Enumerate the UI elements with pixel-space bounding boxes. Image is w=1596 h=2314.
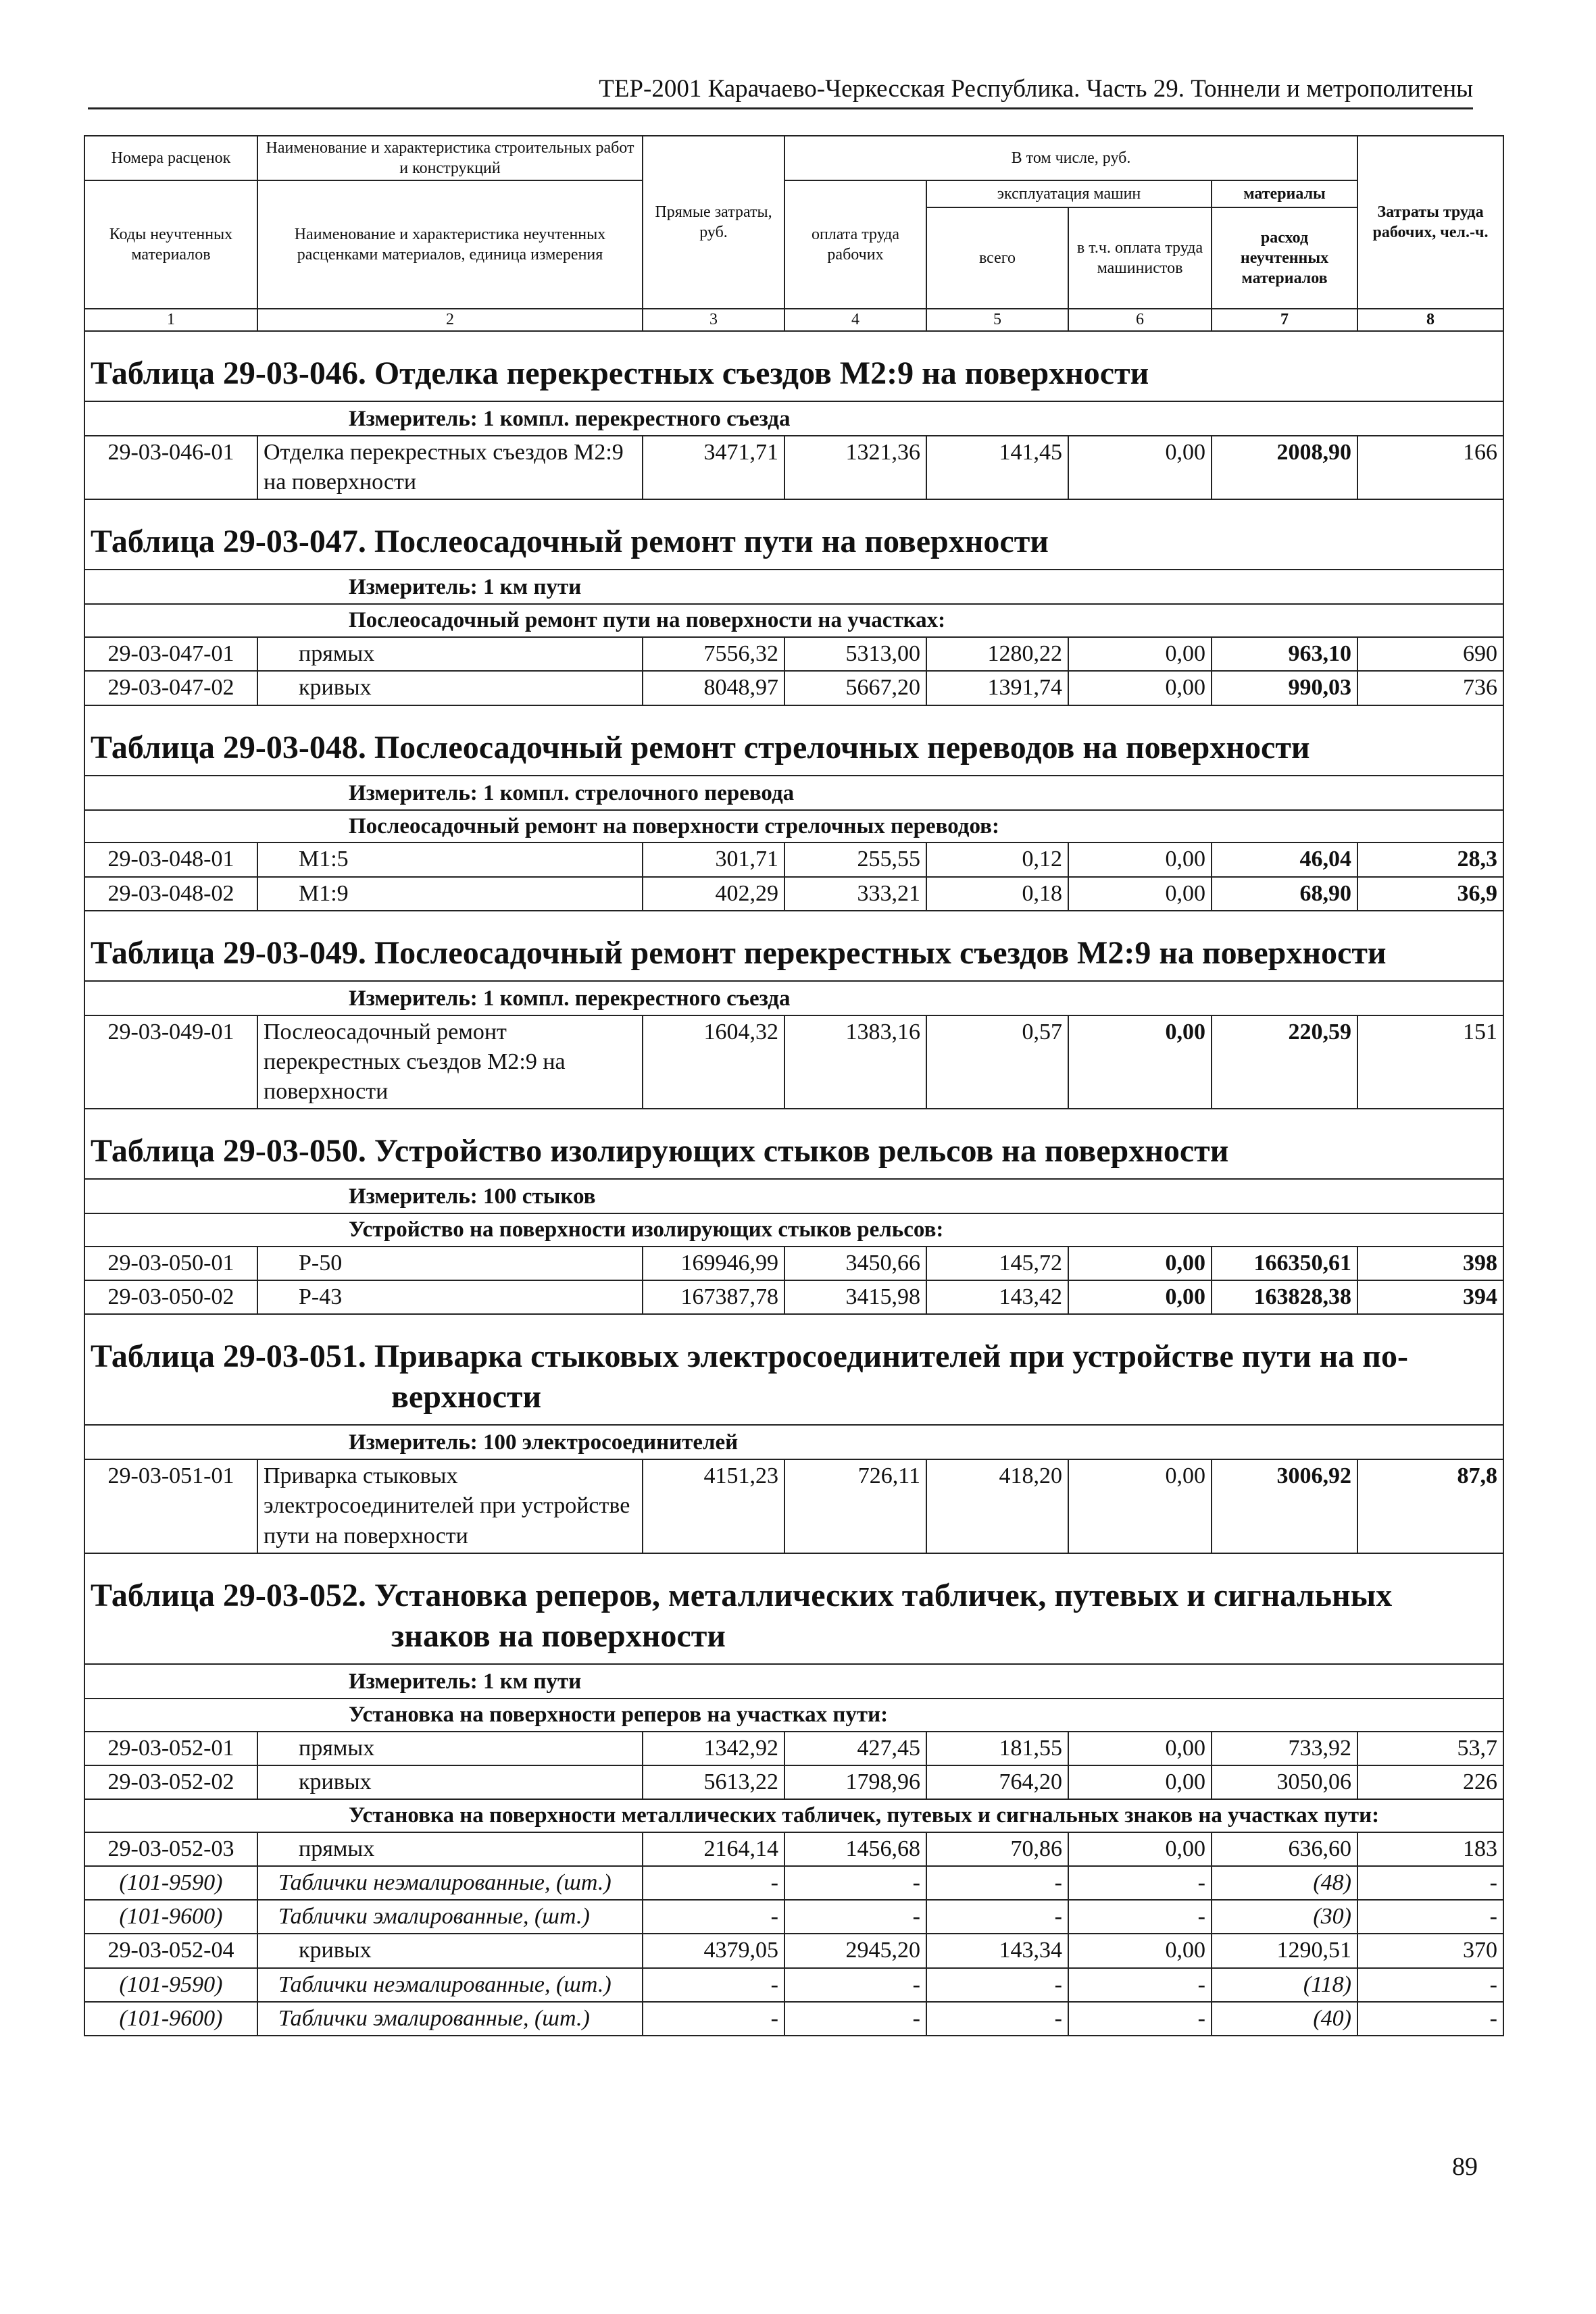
direct-cost: 8048,97 — [643, 671, 784, 705]
direct-cost: 301,71 — [643, 842, 784, 876]
machinist-pay: - — [1068, 1900, 1212, 1934]
col-header-3: Прямые затраты, руб. — [643, 136, 784, 309]
measure: Измеритель: 1 км пути — [84, 1664, 1503, 1699]
labor-hours: - — [1357, 2002, 1503, 2036]
materials-cost: 166350,61 — [1212, 1247, 1357, 1280]
material-code: (101-9600) — [84, 1900, 257, 1934]
material-row — [84, 1968, 1503, 2002]
col-header-incl: В том числе, руб. — [784, 136, 1357, 180]
labor-hours: 53,7 — [1357, 1732, 1503, 1765]
materials-cost: 220,59 — [1212, 1015, 1357, 1109]
col-num: 5 — [926, 309, 1068, 331]
table-row — [84, 671, 1503, 705]
direct-cost: 402,29 — [643, 877, 784, 911]
direct-cost: 1604,32 — [643, 1015, 784, 1109]
material-name: Таблички эмалированные, (шт.) — [257, 1900, 643, 1934]
machines-total: 0,18 — [926, 877, 1068, 911]
measure: Измеритель: 100 электросоединителей — [84, 1425, 1503, 1459]
machinist-pay: - — [1068, 1968, 1212, 2002]
machines-total: - — [926, 1900, 1068, 1934]
labor-pay: 3415,98 — [784, 1280, 926, 1314]
machinist-pay: 0,00 — [1068, 1280, 1212, 1314]
machinist-pay: 0,00 — [1068, 1247, 1212, 1280]
material-code: (101-9600) — [84, 2002, 257, 2036]
col-num: 8 — [1357, 309, 1503, 331]
labor-hours: 398 — [1357, 1247, 1503, 1280]
group-heading: Установка на поверхности металлических табличек, путевых и сигнальных знаков на участках пути: — [84, 1799, 1503, 1832]
measure: Измеритель: 1 компл. перекрестного съезда — [84, 401, 1503, 436]
materials-cost: 68,90 — [1212, 877, 1357, 911]
direct-cost: 169946,99 — [643, 1247, 784, 1280]
machines-total: 143,34 — [926, 1934, 1068, 1967]
direct-cost: 2164,14 — [643, 1832, 784, 1866]
materials-cost: 3050,06 — [1212, 1765, 1357, 1799]
work-name: кривых — [257, 671, 643, 705]
labor-hours: 183 — [1357, 1832, 1503, 1866]
rate-code: 29-03-050-02 — [84, 1280, 257, 1314]
table-title-line1: Таблица 29-03-052. Установка реперов, металлических табличек, путевых и сигнальных — [91, 1577, 1393, 1613]
machines-total: 418,20 — [926, 1459, 1068, 1553]
col-header-8: Затраты труда рабочих, чел.-ч. — [1357, 136, 1503, 309]
table-title: Таблица 29-03-048. Послеосадочный ремонт стрелочных переводов на поверхности — [84, 705, 1503, 776]
col-num: 3 — [643, 309, 784, 331]
machines-total: 181,55 — [926, 1732, 1068, 1765]
machinist-pay: 0,00 — [1068, 877, 1212, 911]
materials-qty: (40) — [1212, 2002, 1357, 2036]
machinist-pay: 0,00 — [1068, 1459, 1212, 1553]
work-name: прямых — [257, 1832, 643, 1866]
machines-total: 141,45 — [926, 436, 1068, 499]
materials-qty: (118) — [1212, 1968, 1357, 2002]
materials-cost: 963,10 — [1212, 637, 1357, 671]
rate-code: 29-03-052-02 — [84, 1765, 257, 1799]
col-num: 7 — [1212, 309, 1357, 331]
table-row — [84, 877, 1503, 911]
labor-pay: 5313,00 — [784, 637, 926, 671]
rate-code: 29-03-048-01 — [84, 842, 257, 876]
direct-cost: 7556,32 — [643, 637, 784, 671]
machinist-pay: 0,00 — [1068, 637, 1212, 671]
machines-total: - — [926, 1866, 1068, 1900]
materials-cost: 163828,38 — [1212, 1280, 1357, 1314]
table-row — [84, 1934, 1503, 1967]
measure: Измеритель: 100 стыков — [84, 1179, 1503, 1213]
labor-hours: 36,9 — [1357, 877, 1503, 911]
col-header-4: оплата труда рабочих — [784, 180, 926, 309]
rate-code: 29-03-052-04 — [84, 1934, 257, 1967]
direct-cost: 167387,78 — [643, 1280, 784, 1314]
page-header: ТЕР-2001 Карачаево-Черкесская Республика. Часть 29. Тоннели и метрополитены — [88, 74, 1473, 109]
machinist-pay: 0,00 — [1068, 842, 1212, 876]
col-header-2a: Наименование и характеристика строительных работ и конструкций — [257, 136, 643, 180]
rate-code: 29-03-050-01 — [84, 1247, 257, 1280]
materials-cost: 1290,51 — [1212, 1934, 1357, 1967]
labor-hours: 28,3 — [1357, 842, 1503, 876]
material-name: Таблички неэмалированные, (шт.) — [257, 1866, 643, 1900]
machinist-pay: 0,00 — [1068, 1765, 1212, 1799]
group-heading: Послеосадочный ремонт на поверхности стрелочных переводов: — [84, 810, 1503, 843]
table-title — [84, 1314, 1503, 1425]
labor-pay: 726,11 — [784, 1459, 926, 1553]
rate-code: 29-03-052-01 — [84, 1732, 257, 1765]
table-row — [84, 1247, 1503, 1280]
labor-hours: - — [1357, 1866, 1503, 1900]
labor-pay: 427,45 — [784, 1732, 926, 1765]
machinist-pay: 0,00 — [1068, 1832, 1212, 1866]
work-name: Отделка перекрестных съездов М2:9 на поверхности — [257, 436, 643, 499]
work-name: кривых — [257, 1934, 643, 1967]
work-name: Р-50 — [257, 1247, 643, 1280]
machines-total: - — [926, 2002, 1068, 2036]
material-row — [84, 2002, 1503, 2036]
labor-pay: 1383,16 — [784, 1015, 926, 1109]
col-num: 4 — [784, 309, 926, 331]
rate-code: 29-03-051-01 — [84, 1459, 257, 1553]
table-row — [84, 1732, 1503, 1765]
table-row — [84, 1015, 1503, 1109]
labor-pay: 2945,20 — [784, 1934, 926, 1967]
direct-cost: 3471,71 — [643, 436, 784, 499]
material-name: Таблички эмалированные, (шт.) — [257, 2002, 643, 2036]
work-name: М1:5 — [257, 842, 643, 876]
direct-cost: - — [643, 2002, 784, 2036]
direct-cost: - — [643, 1968, 784, 2002]
table-title-line2: знаков на поверхности — [391, 1617, 726, 1654]
machines-total: 764,20 — [926, 1765, 1068, 1799]
table-title: Таблица 29-03-047. Послеосадочный ремонт пути на поверхности — [84, 499, 1503, 570]
col-num: 6 — [1068, 309, 1212, 331]
machines-total: 143,42 — [926, 1280, 1068, 1314]
machinist-pay: 0,00 — [1068, 436, 1212, 499]
col-header-6: в т.ч. оплата труда машинистов — [1068, 207, 1212, 309]
group-heading: Послеосадочный ремонт пути на поверхности на участках: — [84, 604, 1503, 637]
rate-code: 29-03-047-01 — [84, 637, 257, 671]
material-name: Таблички неэмалированные, (шт.) — [257, 1968, 643, 2002]
materials-cost: 3006,92 — [1212, 1459, 1357, 1553]
labor-pay: - — [784, 1900, 926, 1934]
table-title: Таблица 29-03-049. Послеосадочный ремонт перекрестных съездов М2:9 на поверхности — [84, 911, 1503, 981]
materials-cost: 46,04 — [1212, 842, 1357, 876]
work-name: кривых — [257, 1765, 643, 1799]
work-name: прямых — [257, 1732, 643, 1765]
machines-total: 0,12 — [926, 842, 1068, 876]
group-heading: Установка на поверхности реперов на участках пути: — [84, 1699, 1503, 1732]
rate-code: 29-03-047-02 — [84, 671, 257, 705]
direct-cost: 4151,23 — [643, 1459, 784, 1553]
labor-pay: 1321,36 — [784, 436, 926, 499]
table-row — [84, 1832, 1503, 1866]
labor-hours: 166 — [1357, 436, 1503, 499]
table-row — [84, 1280, 1503, 1314]
machines-total: 1391,74 — [926, 671, 1068, 705]
machines-total: 70,86 — [926, 1832, 1068, 1866]
material-row — [84, 1900, 1503, 1934]
labor-pay: 5667,20 — [784, 671, 926, 705]
machines-total: - — [926, 1968, 1068, 2002]
machinist-pay: - — [1068, 1866, 1212, 1900]
table-row — [84, 436, 1503, 499]
table-title: Таблица 29-03-050. Устройство изолирующих стыков рельсов на поверхности — [84, 1109, 1503, 1179]
materials-cost: 2008,90 — [1212, 436, 1357, 499]
labor-hours: 87,8 — [1357, 1459, 1503, 1553]
measure: Измеритель: 1 км пути — [84, 570, 1503, 604]
table-row — [84, 842, 1503, 876]
machinist-pay: 0,00 — [1068, 1015, 1212, 1109]
table-title — [84, 1553, 1503, 1664]
machines-total: 145,72 — [926, 1247, 1068, 1280]
materials-cost: 636,60 — [1212, 1832, 1357, 1866]
labor-pay: 3450,66 — [784, 1247, 926, 1280]
machinist-pay: 0,00 — [1068, 671, 1212, 705]
direct-cost: 1342,92 — [643, 1732, 784, 1765]
col-header-materials: материалы — [1212, 180, 1357, 207]
direct-cost: - — [643, 1866, 784, 1900]
material-code: (101-9590) — [84, 1866, 257, 1900]
labor-pay: - — [784, 2002, 926, 2036]
measure: Измеритель: 1 компл. перекрестного съезда — [84, 981, 1503, 1015]
labor-hours: 736 — [1357, 671, 1503, 705]
col-header-7: расход неучтенных материалов — [1212, 207, 1357, 309]
materials-qty: (30) — [1212, 1900, 1357, 1934]
table-title-line2: верхности — [391, 1379, 542, 1415]
rate-code: 29-03-049-01 — [84, 1015, 257, 1109]
material-row — [84, 1866, 1503, 1900]
col-header-2b: Наименование и характеристика неучтенных расценками материалов, единица измерения — [257, 180, 643, 309]
measure: Измеритель: 1 компл. стрелочного перевода — [84, 776, 1503, 810]
col-num: 1 — [84, 309, 257, 331]
machinist-pay: 0,00 — [1068, 1934, 1212, 1967]
work-name: прямых — [257, 637, 643, 671]
table-row — [84, 637, 1503, 671]
direct-cost: - — [643, 1900, 784, 1934]
table-row — [84, 1459, 1503, 1553]
col-header-machines: эксплуатация машин — [926, 180, 1212, 207]
col-header-1b: Коды неучтенных материалов — [84, 180, 257, 309]
labor-hours: 151 — [1357, 1015, 1503, 1109]
labor-pay: 333,21 — [784, 877, 926, 911]
table-title: Таблица 29-03-046. Отделка перекрестных съездов М2:9 на поверхности — [84, 331, 1503, 401]
direct-cost: 4379,05 — [643, 1934, 784, 1967]
col-num: 2 — [257, 309, 643, 331]
labor-pay: 1798,96 — [784, 1765, 926, 1799]
material-code: (101-9590) — [84, 1968, 257, 2002]
rates-table — [84, 135, 1504, 2036]
materials-qty: (48) — [1212, 1866, 1357, 1900]
group-heading: Устройство на поверхности изолирующих стыков рельсов: — [84, 1213, 1503, 1247]
materials-cost: 990,03 — [1212, 671, 1357, 705]
rate-code: 29-03-048-02 — [84, 877, 257, 911]
labor-hours: - — [1357, 1900, 1503, 1934]
table-title-line1: Таблица 29-03-051. Приварка стыковых электросоединителей при устройстве пути на по- — [91, 1338, 1408, 1375]
labor-hours: 370 — [1357, 1934, 1503, 1967]
labor-hours: - — [1357, 1968, 1503, 2002]
labor-pay: - — [784, 1968, 926, 2002]
table-row — [84, 1765, 1503, 1799]
machines-total: 1280,22 — [926, 637, 1068, 671]
work-name: М1:9 — [257, 877, 643, 911]
machines-total: 0,57 — [926, 1015, 1068, 1109]
col-header-5: всего — [926, 207, 1068, 309]
page-number: 89 — [1452, 2153, 1478, 2181]
labor-pay: 1456,68 — [784, 1832, 926, 1866]
labor-hours: 226 — [1357, 1765, 1503, 1799]
machinist-pay: - — [1068, 2002, 1212, 2036]
labor-hours: 394 — [1357, 1280, 1503, 1314]
col-header-1a: Номера расценок — [84, 136, 257, 180]
work-name: Р-43 — [257, 1280, 643, 1314]
rate-code: 29-03-046-01 — [84, 436, 257, 499]
work-name: Послеосадочный ремонт перекрестных съездов М2:9 на поверхности — [257, 1015, 643, 1109]
labor-pay: 255,55 — [784, 842, 926, 876]
work-name: Приварка стыковых электросоединителей при устройстве пути на поверхности — [257, 1459, 643, 1553]
rate-code: 29-03-052-03 — [84, 1832, 257, 1866]
labor-pay: - — [784, 1866, 926, 1900]
materials-cost: 733,92 — [1212, 1732, 1357, 1765]
labor-hours: 690 — [1357, 637, 1503, 671]
machinist-pay: 0,00 — [1068, 1732, 1212, 1765]
direct-cost: 5613,22 — [643, 1765, 784, 1799]
